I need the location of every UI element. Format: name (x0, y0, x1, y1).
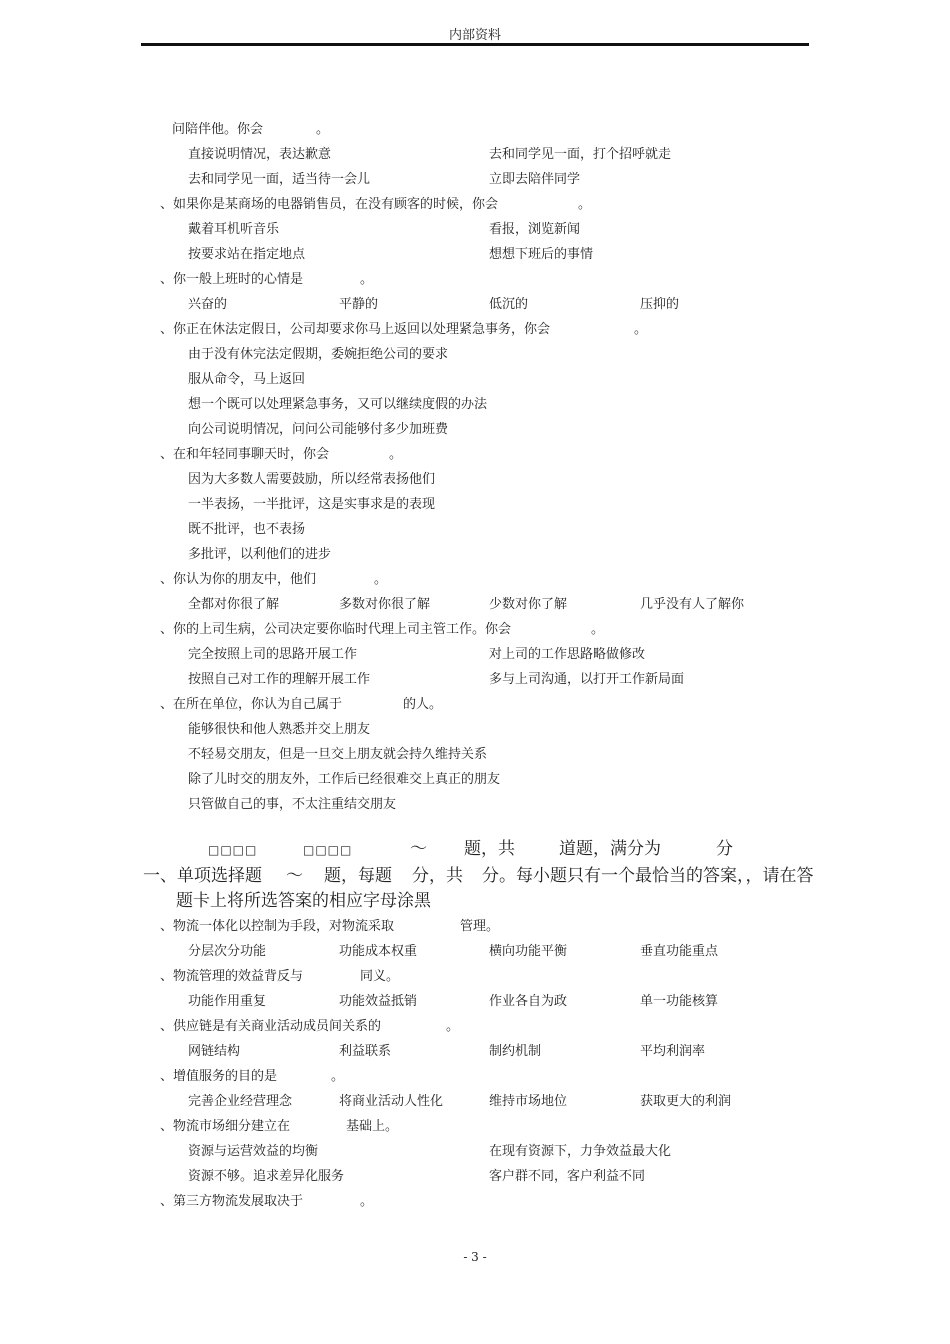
questionnaire-line: 全都对你很了解 (188, 597, 280, 612)
single-choice-line: 功能成本权重 (339, 944, 418, 959)
questionnaire-line: 低沉的 (489, 297, 529, 312)
questionnaire-line: 去和同学见一面，打个招呼就走 (489, 147, 672, 162)
questionnaire-line: 想一个既可以处理紧急事务，又可以继续度假的办法 (188, 397, 488, 412)
questionnaire-blank-suffix: 。 (374, 572, 388, 587)
single-choice-line: 平均利润率 (640, 1044, 706, 1059)
single-choice-line: 功能作用重复 (188, 994, 267, 1009)
single-choice-blank-suffix: 同义。 (360, 969, 400, 984)
single-choice-line: 横向功能平衡 (489, 944, 568, 959)
questionnaire-line: 、你的上司生病，公司决定要你临时代理上司主管工作。你会 (160, 622, 512, 637)
single-choice-instructions: 分。每小题只有一个最恰当的答案，，请在答 (482, 866, 814, 886)
questionnaire-line: 按照自己对工作的理解开展工作 (188, 672, 371, 687)
single-choice-line: 资源与运营效益的均衡 (188, 1144, 319, 1159)
single-choice-blank-suffix: 。 (331, 1069, 345, 1084)
questionnaire-line: 少数对你了解 (489, 597, 568, 612)
questionnaire-line: 服从命令，马上返回 (188, 372, 306, 387)
questionnaire-line: 能够很快和他人熟悉并交上朋友 (188, 722, 371, 737)
questionnaire-blank-suffix: 。 (360, 272, 374, 287)
questionnaire-line: 对上司的工作思路略做修改 (489, 647, 646, 662)
questionnaire-blank-suffix: 的人。 (403, 697, 443, 712)
questionnaire-line: 、在和年轻同事聊天时，你会 (160, 447, 330, 462)
questionnaire-blank-suffix: 。 (591, 622, 605, 637)
questionnaire-line: 一半表扬，一半批评，这是实事求是的表现 (188, 497, 436, 512)
page-header: 内部资料 (448, 28, 501, 43)
single-choice-line: 、物流市场细分建立在 (160, 1119, 291, 1134)
questionnaire-line: 、你认为你的朋友中，他们 (160, 572, 317, 587)
single-choice-line: 分层次分功能 (188, 944, 267, 959)
questionnaire-line: 完全按照上司的思路开展工作 (188, 647, 358, 662)
questionnaire-line: 多数对你很了解 (339, 597, 431, 612)
questionnaire-blank-suffix: 。 (389, 447, 403, 462)
questionnaire-line: 向公司说明情况，问问公司能够付多少加班费 (188, 422, 449, 437)
single-choice-line: 网链结构 (188, 1044, 241, 1059)
single-choice-blank-suffix: 管理。 (460, 919, 500, 934)
questionnaire-line: 多与上司沟通，以打开工作新局面 (489, 672, 685, 687)
questionnaire-line: 直接说明情况，表达歉意 (188, 147, 332, 162)
single-choice-line: 、第三方物流发展取决于 (160, 1194, 304, 1209)
section-heading-box-2: □□□□ (303, 843, 353, 857)
questionnaire-line: 想想下班后的事情 (489, 247, 594, 262)
questionnaire-blank-suffix: 。 (578, 197, 592, 212)
single-choice-instructions-2: 题卡上将所选答案的相应字母涂黑 (176, 891, 431, 911)
questionnaire-line: 、在所在单位，你认为自己属于 (160, 697, 343, 712)
questionnaire-line: 戴着耳机听音乐 (188, 222, 280, 237)
questionnaire-line: 多批评，以利他们的进步 (188, 547, 332, 562)
questionnaire-blank-suffix: 。 (634, 322, 648, 337)
single-choice-line: 垂直功能重点 (640, 944, 719, 959)
page-number: - 3 - (463, 1250, 487, 1264)
single-choice-blank-suffix: 基础上。 (346, 1119, 399, 1134)
questionnaire-line: 、如果你是某商场的电器销售员，在没有顾客的时候，你会 (160, 197, 499, 212)
questionnaire-line: 压抑的 (640, 297, 680, 312)
questionnaire-line: 兴奋的 (188, 297, 228, 312)
single-choice-line: 单一功能核算 (640, 994, 719, 1009)
questionnaire-line: 几乎没有人了解你 (640, 597, 745, 612)
questionnaire-line: 除了儿时交的朋友外，工作后已经很难交上真正的朋友 (188, 772, 501, 787)
questionnaire-line: 、你一般上班时的心情是 (160, 272, 304, 287)
single-choice-line: 完善企业经营理念 (188, 1094, 293, 1109)
questionnaire-line: 去和同学见一面，适当待一会儿 (188, 172, 371, 187)
single-choice-tilde: ～ (286, 866, 303, 886)
single-choice-line: 、物流管理的效益背反与 (160, 969, 304, 984)
single-choice-line: 、供应链是有关商业活动成员间关系的 (160, 1019, 382, 1034)
single-choice-blank-suffix: 。 (446, 1019, 460, 1034)
questionnaire-line: 既不批评，也不表扬 (188, 522, 306, 537)
single-choice-line: 功能效益抵销 (339, 994, 418, 1009)
questionnaire-line: 问陪伴他。你会 (172, 122, 264, 137)
section-heading-ti: 题，共 (464, 839, 515, 859)
single-choice-per: 题，每题 (324, 866, 392, 886)
single-choice-line: 获取更大的利润 (640, 1094, 732, 1109)
questionnaire-line: 看报，浏览新闻 (489, 222, 581, 237)
questionnaire-line: 不轻易交朋友，但是一旦交上朋友就会持久维持关系 (188, 747, 488, 762)
questionnaire-blank-suffix: 。 (316, 122, 330, 137)
section-heading-dao: 道题，满分为 (559, 839, 661, 859)
single-choice-line: 利益联系 (339, 1044, 392, 1059)
single-choice-line: 作业各自为政 (489, 994, 568, 1009)
single-choice-line: 制约机制 (489, 1044, 542, 1059)
questionnaire-line: 平静的 (339, 297, 379, 312)
questionnaire-line: 因为大多数人需要鼓励，所以经常表扬他们 (188, 472, 436, 487)
questionnaire-line: 立即去陪伴同学 (489, 172, 581, 187)
single-choice-line: 在现有资源下，力争效益最大化 (489, 1144, 672, 1159)
single-choice-title: 一、单项选择题 (143, 866, 262, 886)
single-choice-total: 分，共 (412, 866, 463, 886)
single-choice-line: 维持市场地位 (489, 1094, 568, 1109)
single-choice-line: 、物流一体化以控制为手段，对物流采取 (160, 919, 395, 934)
section-heading-tilde: ～ (410, 839, 427, 859)
section-heading-fen: 分 (716, 839, 733, 859)
single-choice-line: 客户群不同，客户利益不同 (489, 1169, 646, 1184)
section-heading-box-1: □□□□ (208, 843, 258, 857)
header-rule (141, 43, 809, 46)
questionnaire-line: 由于没有休完法定假期，委婉拒绝公司的要求 (188, 347, 449, 362)
single-choice-line: 将商业活动人性化 (339, 1094, 444, 1109)
single-choice-blank-suffix: 。 (360, 1194, 374, 1209)
single-choice-line: 资源不够。追求差异化服务 (188, 1169, 345, 1184)
questionnaire-line: 、你正在休法定假日，公司却要求你马上返回以处理紧急事务，你会 (160, 322, 551, 337)
questionnaire-line: 按要求站在指定地点 (188, 247, 306, 262)
questionnaire-line: 只管做自己的事，不太注重结交朋友 (188, 797, 397, 812)
single-choice-line: 、增值服务的目的是 (160, 1069, 278, 1084)
